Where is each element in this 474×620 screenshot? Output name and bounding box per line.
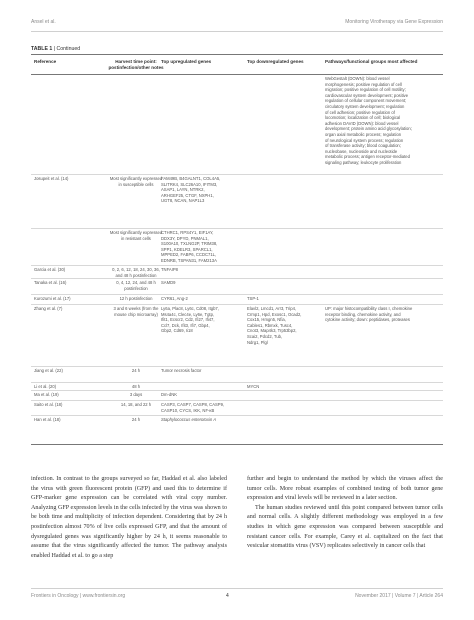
table-cell-up: CTHRC1, RPS4Y1, EIF1AY, DDX3Y, DPYD, PNMAL1, S100A10, TXLNG2P, TRIM38, SPP1, KDELR3, SPARCL1, MPPED2, FABP6, CCDC71L, EDNRB, TSPAN31, FAM213A: [161, 230, 218, 263]
table-cell-time: 12 h postinfection: [119, 296, 153, 301]
table-cell-time: 48 h: [131, 384, 141, 389]
table-cell-ref: Garcia et al. (30): [34, 267, 66, 272]
table-cell-down: Elavl2, Lmcd1, Arr3, Trip4, Crmp1, Hpd, Exosc1, Ocad2, Cox15, Hmgn5, Nfia, Cables1, Rbmxk, Tusc4, Cnot3, Map4k3, Trp53bp2, Scai2, Pdcd2, Tub, Ndrg1, Plgl: [247, 306, 302, 345]
table-cell-ref: Li et al. (20): [34, 384, 57, 389]
table-cell-time: Most significantly expressed in susceptible cells: [109, 176, 163, 187]
table-cell-ref: Jiang et al. (22): [34, 368, 63, 373]
table-cell-time: 14, 18, and 22 h: [120, 402, 152, 407]
row-separator: [31, 415, 443, 416]
table-bottom-rule: [31, 444, 443, 445]
table-cell-down: MYCN: [247, 384, 260, 389]
table-caption-continued: | Continued: [52, 46, 81, 52]
row-separator: [31, 304, 443, 305]
table-cell-up: Staphylococcus enterotoxin A: [161, 417, 217, 422]
table-cell-ref: Tanaka et al. (16): [34, 280, 67, 285]
table-cell-path: WebGestalt (DOWN): blood vessel morphogenesis; positive regulation of cell migration; positive regulation of cell motility; cardiovascular system development; positive regulation of cellular component movement; circulatory system development; regulation of cell adhesion; positive regulation of locomotion; localization of cell; biological adhesion DAVID (DOWN): blood vessel development; protein amino acid glycosylation; organ axial metabolic process; regulation of neurological system process; regulation of transferase activity; blood coagulation; nucleobase, nucleoside and nucleotide metabolic process; antigen receptor-mediated signaling pathway; leukocyte proliferation: [325, 76, 412, 165]
running-header-title: Monitoring Virotherapy via Gene Expression: [345, 19, 443, 25]
row-separator: [31, 366, 443, 367]
col-header-upregulated: Top upregulated genes: [161, 59, 212, 64]
col-header-downregulated: Top downregulated genes: [247, 59, 304, 64]
table-cell-path: UP: major histocompatibility class I, chemokine receptor binding, chemokine activity, and cytokine activity; down: peptidases, proteases: [325, 306, 413, 323]
table-cell-up: FAM49B, B4GALNT1, COL4A5, SLITRK4, SLC26A10, IFITM3, ASAP1, LAYN, NTRK2, ARHGEF25, CTGF, NXPH1, UGT8, NCAN, NAP1L3: [161, 176, 221, 204]
table-caption: [31, 46, 80, 52]
body-column-right: [247, 475, 443, 552]
table-cell-ref: Kurozumi et al. (17): [34, 296, 71, 301]
table-cell-time: Most significantly expressed in resistant cells: [109, 230, 163, 241]
body-column-left: [31, 475, 227, 561]
table-cell-ref: Han et al. (18): [34, 417, 61, 422]
page-number: 4: [226, 593, 229, 599]
table-cell-time: 3 and 6 weeks (from the mouse chip microarray): [113, 306, 159, 317]
table-caption-label: TABLE 1: [31, 46, 53, 52]
footer-rule: [31, 588, 443, 589]
table-header-rule: [31, 74, 443, 75]
col-header-harvest-time: Harvest time point: postinfection/other notes: [108, 59, 164, 70]
running-header-authors: Ansel et al.: [31, 19, 56, 25]
header-rule: [31, 31, 443, 32]
table-cell-time: 0, 4, 12, 24, and 48 h postinfection: [116, 280, 156, 291]
table-cell-time: 3 days: [129, 392, 143, 397]
row-separator: [31, 228, 443, 229]
col-header-pathways: Pathways/functional groups most affected: [325, 59, 418, 64]
table-cell-time: 24 h: [131, 368, 141, 373]
body-paragraph: The human studies reviewed until this point compared between tumor cells and normal cells. A slightly different methodology was employed in a few studies in which gene expression was compared between susceptible and resistant cancer cells. For example, Carey et al. capitalized on the fact that vesicular stomatitis virus (VSV) replicates selectively in cancer cells that: [247, 504, 443, 550]
body-paragraph: infection. In contrast to the groups surveyed so far, Haddad et al. also labeled the virus with green fluorescent protein (GFP) and used this to determine if GFP-marker gene expression can be correlated with viral copy number. Analyzing GFP expression levels in the cells infected by the virus was shown to be both time and multiplicity of infection dependent. Considering that by 24 h postinfection almost 70% of live cells expressed GFP, and that the amount of dysregulated genes was significantly higher by 24 h, it seems reasonable to assume that the virus significantly affected the tumor. The pathway analysis enabled Haddad et al. to go a step: [31, 476, 227, 559]
table-cell-ref: Josupeit et al. (14): [34, 176, 69, 181]
col-header-reference: Reference: [34, 59, 57, 64]
row-separator: [31, 382, 443, 383]
row-separator: [31, 278, 443, 279]
footer-issue: November 2017 | Volume 7 | Article 264: [355, 593, 443, 599]
row-separator: [31, 400, 443, 401]
table-cell-ref: Saito et al. (18): [34, 402, 63, 407]
table-cell-time: 0, 2, 6, 12, 18, 24, 30, 36, and 48 h postinfection: [112, 267, 160, 278]
table-cell-up: Tumor necrosis factor: [161, 368, 202, 373]
table-cell-up: Ly6a, Plac8, Ly6c, Cd08, Itgb7, Ms4a4c, Clec4e, Ly6e, Tgtp, Ifit1, Ecscr2, Cd2, Ifi27, Ifi47, Ccl7, Dck, Ifit3, Ifi7, Gbp4, Gbp2, Cd69, Ii18: [161, 306, 219, 334]
table-cell-up: SAMD9: [161, 280, 176, 285]
body-paragraph: further and begin to understand the method by which the viruses affect the tumor cells. More robust examples of combined testing of both tumor gene expression and viral levels will be reviewed in a later section.: [247, 476, 443, 502]
table-cell-up: CASP3, CASP7, CASP8, CASP9, CASP10, CYCS, IKK, NF-κB: [161, 402, 225, 413]
table-top-rule: [31, 54, 443, 55]
table-cell-time: 24 h: [131, 417, 141, 422]
table-cell-up: CYR61, Ang-2: [161, 296, 188, 301]
data-table: [31, 54, 443, 444]
table-cell-ref: Ma et al. (19): [34, 392, 59, 397]
table-cell-ref: Zhang et al. (7): [34, 306, 63, 311]
footer-journal: Frontiers in Oncology | www.frontiersin.org: [31, 593, 126, 599]
table-cell-up: TNFAIP8: [161, 267, 178, 272]
table-cell-down: TSP-1: [247, 296, 259, 301]
table-cell-up: Dm-dNK: [161, 392, 178, 397]
row-separator: [31, 294, 443, 295]
row-separator: [31, 174, 443, 175]
row-separator: [31, 265, 443, 266]
row-separator: [31, 390, 443, 391]
